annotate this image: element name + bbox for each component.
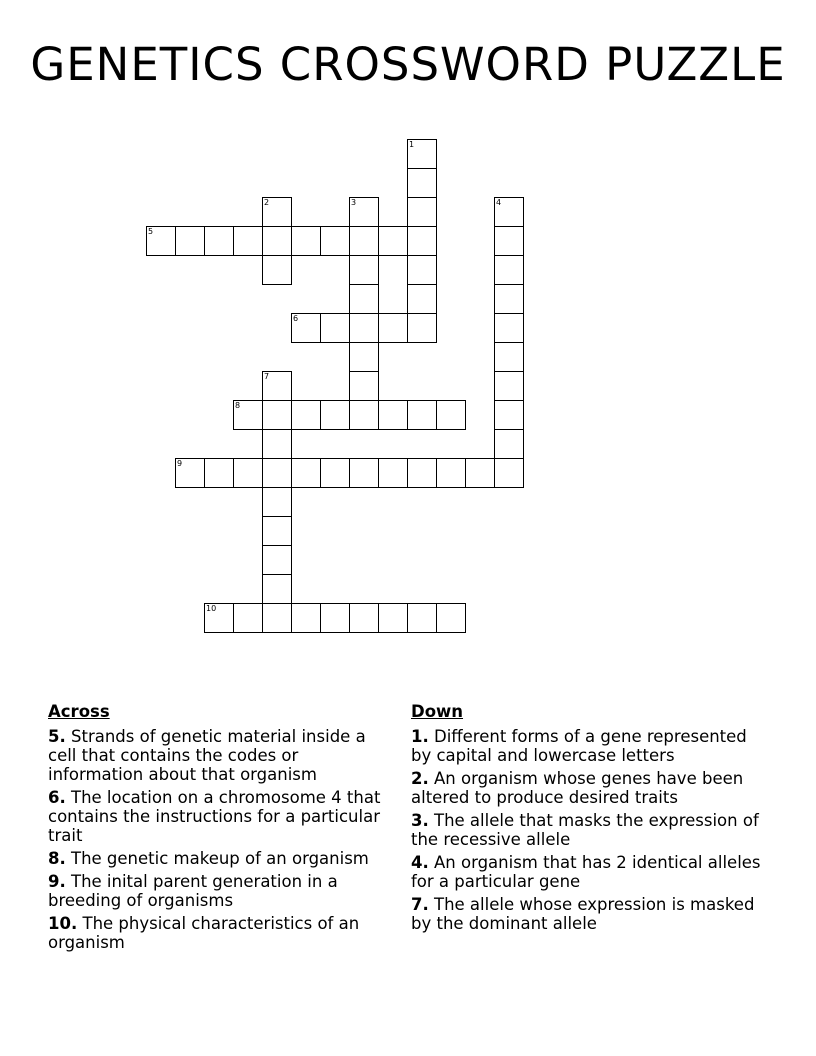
clue-text: Strands of genetic material inside a cell that contains the codes or information about that organism — [48, 727, 366, 784]
crossword-cell[interactable] — [262, 487, 292, 517]
crossword-cell[interactable] — [407, 284, 437, 314]
crossword-cell[interactable] — [291, 458, 321, 488]
crossword-cell[interactable] — [436, 400, 466, 430]
clue-down — [411, 895, 761, 933]
clue-across — [48, 727, 393, 784]
crossword-cell[interactable] — [349, 313, 379, 343]
crossword-cell[interactable] — [320, 226, 350, 256]
clue-text: The genetic makeup of an organism — [71, 849, 369, 868]
crossword-cell[interactable] — [407, 226, 437, 256]
crossword-cell[interactable] — [407, 168, 437, 198]
cell-number: 8 — [235, 401, 241, 410]
clue-number: 1. — [411, 727, 429, 746]
crossword-cell[interactable] — [320, 603, 350, 633]
down-heading: Down — [411, 702, 464, 721]
crossword-cell[interactable] — [291, 226, 321, 256]
clue-down — [411, 853, 761, 891]
crossword-cell[interactable] — [175, 226, 205, 256]
crossword-cell[interactable] — [378, 400, 408, 430]
crossword-cell[interactable] — [378, 458, 408, 488]
clue-number: 2. — [411, 769, 429, 788]
clue-number: 10. — [48, 914, 78, 933]
clue-down — [411, 769, 761, 807]
crossword-cell[interactable] — [262, 400, 292, 430]
crossword-cell[interactable] — [262, 226, 292, 256]
crossword-cell[interactable] — [146, 226, 176, 256]
crossword-cell[interactable] — [262, 255, 292, 285]
crossword-cell[interactable] — [349, 284, 379, 314]
across-heading: Across — [48, 702, 110, 721]
crossword-cell[interactable] — [494, 197, 524, 227]
crossword-cell[interactable] — [349, 603, 379, 633]
cell-number: 7 — [264, 372, 270, 381]
crossword-cell[interactable] — [494, 313, 524, 343]
cell-number: 10 — [206, 604, 217, 613]
crossword-cell[interactable] — [378, 226, 408, 256]
crossword-cell[interactable] — [494, 371, 524, 401]
clue-text: The allele whose expression is masked by the dominant allele — [411, 895, 755, 933]
clue-number: 7. — [411, 895, 429, 914]
crossword-cell[interactable] — [291, 603, 321, 633]
crossword-cell[interactable] — [349, 371, 379, 401]
clue-across — [48, 872, 393, 910]
crossword-cell[interactable] — [262, 458, 292, 488]
crossword-cell[interactable] — [233, 226, 263, 256]
clue-number: 5. — [48, 727, 66, 746]
clue-number: 9. — [48, 872, 66, 891]
clues-across — [48, 702, 393, 956]
cell-number: 4 — [496, 198, 502, 207]
crossword-cell[interactable] — [436, 458, 466, 488]
cell-number: 1 — [409, 140, 415, 149]
crossword-cell[interactable] — [204, 226, 234, 256]
crossword-cell[interactable] — [204, 603, 234, 633]
clue-number: 3. — [411, 811, 429, 830]
cell-number: 9 — [177, 459, 183, 468]
clue-text: An organism whose genes have been altered to produce desired traits — [411, 769, 744, 807]
crossword-cell[interactable] — [233, 603, 263, 633]
crossword-cell[interactable] — [494, 226, 524, 256]
clue-across — [48, 849, 393, 868]
crossword-cell[interactable] — [349, 342, 379, 372]
crossword-cell[interactable] — [175, 458, 205, 488]
crossword-cell[interactable] — [378, 313, 408, 343]
crossword-cell[interactable] — [494, 255, 524, 285]
crossword-cell[interactable] — [407, 603, 437, 633]
crossword-cell[interactable] — [233, 400, 263, 430]
clue-text: Different forms of a gene represented by capital and lowercase letters — [411, 727, 747, 765]
crossword-cell[interactable] — [320, 313, 350, 343]
crossword-cell[interactable] — [407, 313, 437, 343]
crossword-cell[interactable] — [320, 400, 350, 430]
crossword-cell[interactable] — [494, 458, 524, 488]
crossword-cell[interactable] — [378, 603, 408, 633]
cell-number: 6 — [293, 314, 299, 323]
cell-number: 2 — [264, 198, 270, 207]
crossword-cell[interactable] — [494, 400, 524, 430]
crossword-cell[interactable] — [262, 603, 292, 633]
crossword-cell[interactable] — [349, 197, 379, 227]
crossword-cell[interactable] — [407, 255, 437, 285]
page-title: GENETICS CROSSWORD PUZZLE — [30, 38, 786, 91]
crossword-cell[interactable] — [349, 226, 379, 256]
crossword-cell[interactable] — [407, 139, 437, 169]
clue-down — [411, 811, 761, 849]
crossword-cell[interactable] — [407, 197, 437, 227]
crossword-cell[interactable] — [320, 458, 350, 488]
crossword-cell[interactable] — [262, 574, 292, 604]
clue-down — [411, 727, 761, 765]
crossword-cell[interactable] — [465, 458, 495, 488]
crossword-cell[interactable] — [494, 429, 524, 459]
crossword-cell[interactable] — [291, 400, 321, 430]
clue-text: The physical characteristics of an organism — [48, 914, 360, 952]
crossword-cell[interactable] — [262, 197, 292, 227]
crossword-cell[interactable] — [436, 603, 466, 633]
clue-number: 4. — [411, 853, 429, 872]
crossword-cell[interactable] — [262, 371, 292, 401]
clue-across — [48, 788, 393, 845]
crossword-cell[interactable] — [204, 458, 234, 488]
crossword-cell[interactable] — [349, 400, 379, 430]
clues-down — [411, 702, 761, 937]
crossword-cell[interactable] — [494, 342, 524, 372]
clue-text: The location on a chromosome 4 that contains the instructions for a particular trait — [48, 788, 381, 845]
clue-number: 6. — [48, 788, 66, 807]
crossword-cell[interactable] — [262, 429, 292, 459]
clue-text: The inital parent generation in a breeding of organisms — [48, 872, 338, 910]
cell-number: 3 — [351, 198, 357, 207]
crossword-cell[interactable] — [262, 516, 292, 546]
crossword-cell[interactable] — [291, 313, 321, 343]
crossword-cell[interactable] — [262, 545, 292, 575]
clue-text: The allele that masks the expression of the recessive allele — [411, 811, 759, 849]
clue-number: 8. — [48, 849, 66, 868]
crossword-cell[interactable] — [349, 255, 379, 285]
clue-across — [48, 914, 393, 952]
clue-text: An organism that has 2 identical alleles for a particular gene — [411, 853, 761, 891]
cell-number: 5 — [148, 227, 154, 236]
crossword-cell[interactable] — [349, 458, 379, 488]
crossword-cell[interactable] — [233, 458, 263, 488]
crossword-cell[interactable] — [407, 458, 437, 488]
crossword-cell[interactable] — [407, 400, 437, 430]
crossword-cell[interactable] — [494, 284, 524, 314]
